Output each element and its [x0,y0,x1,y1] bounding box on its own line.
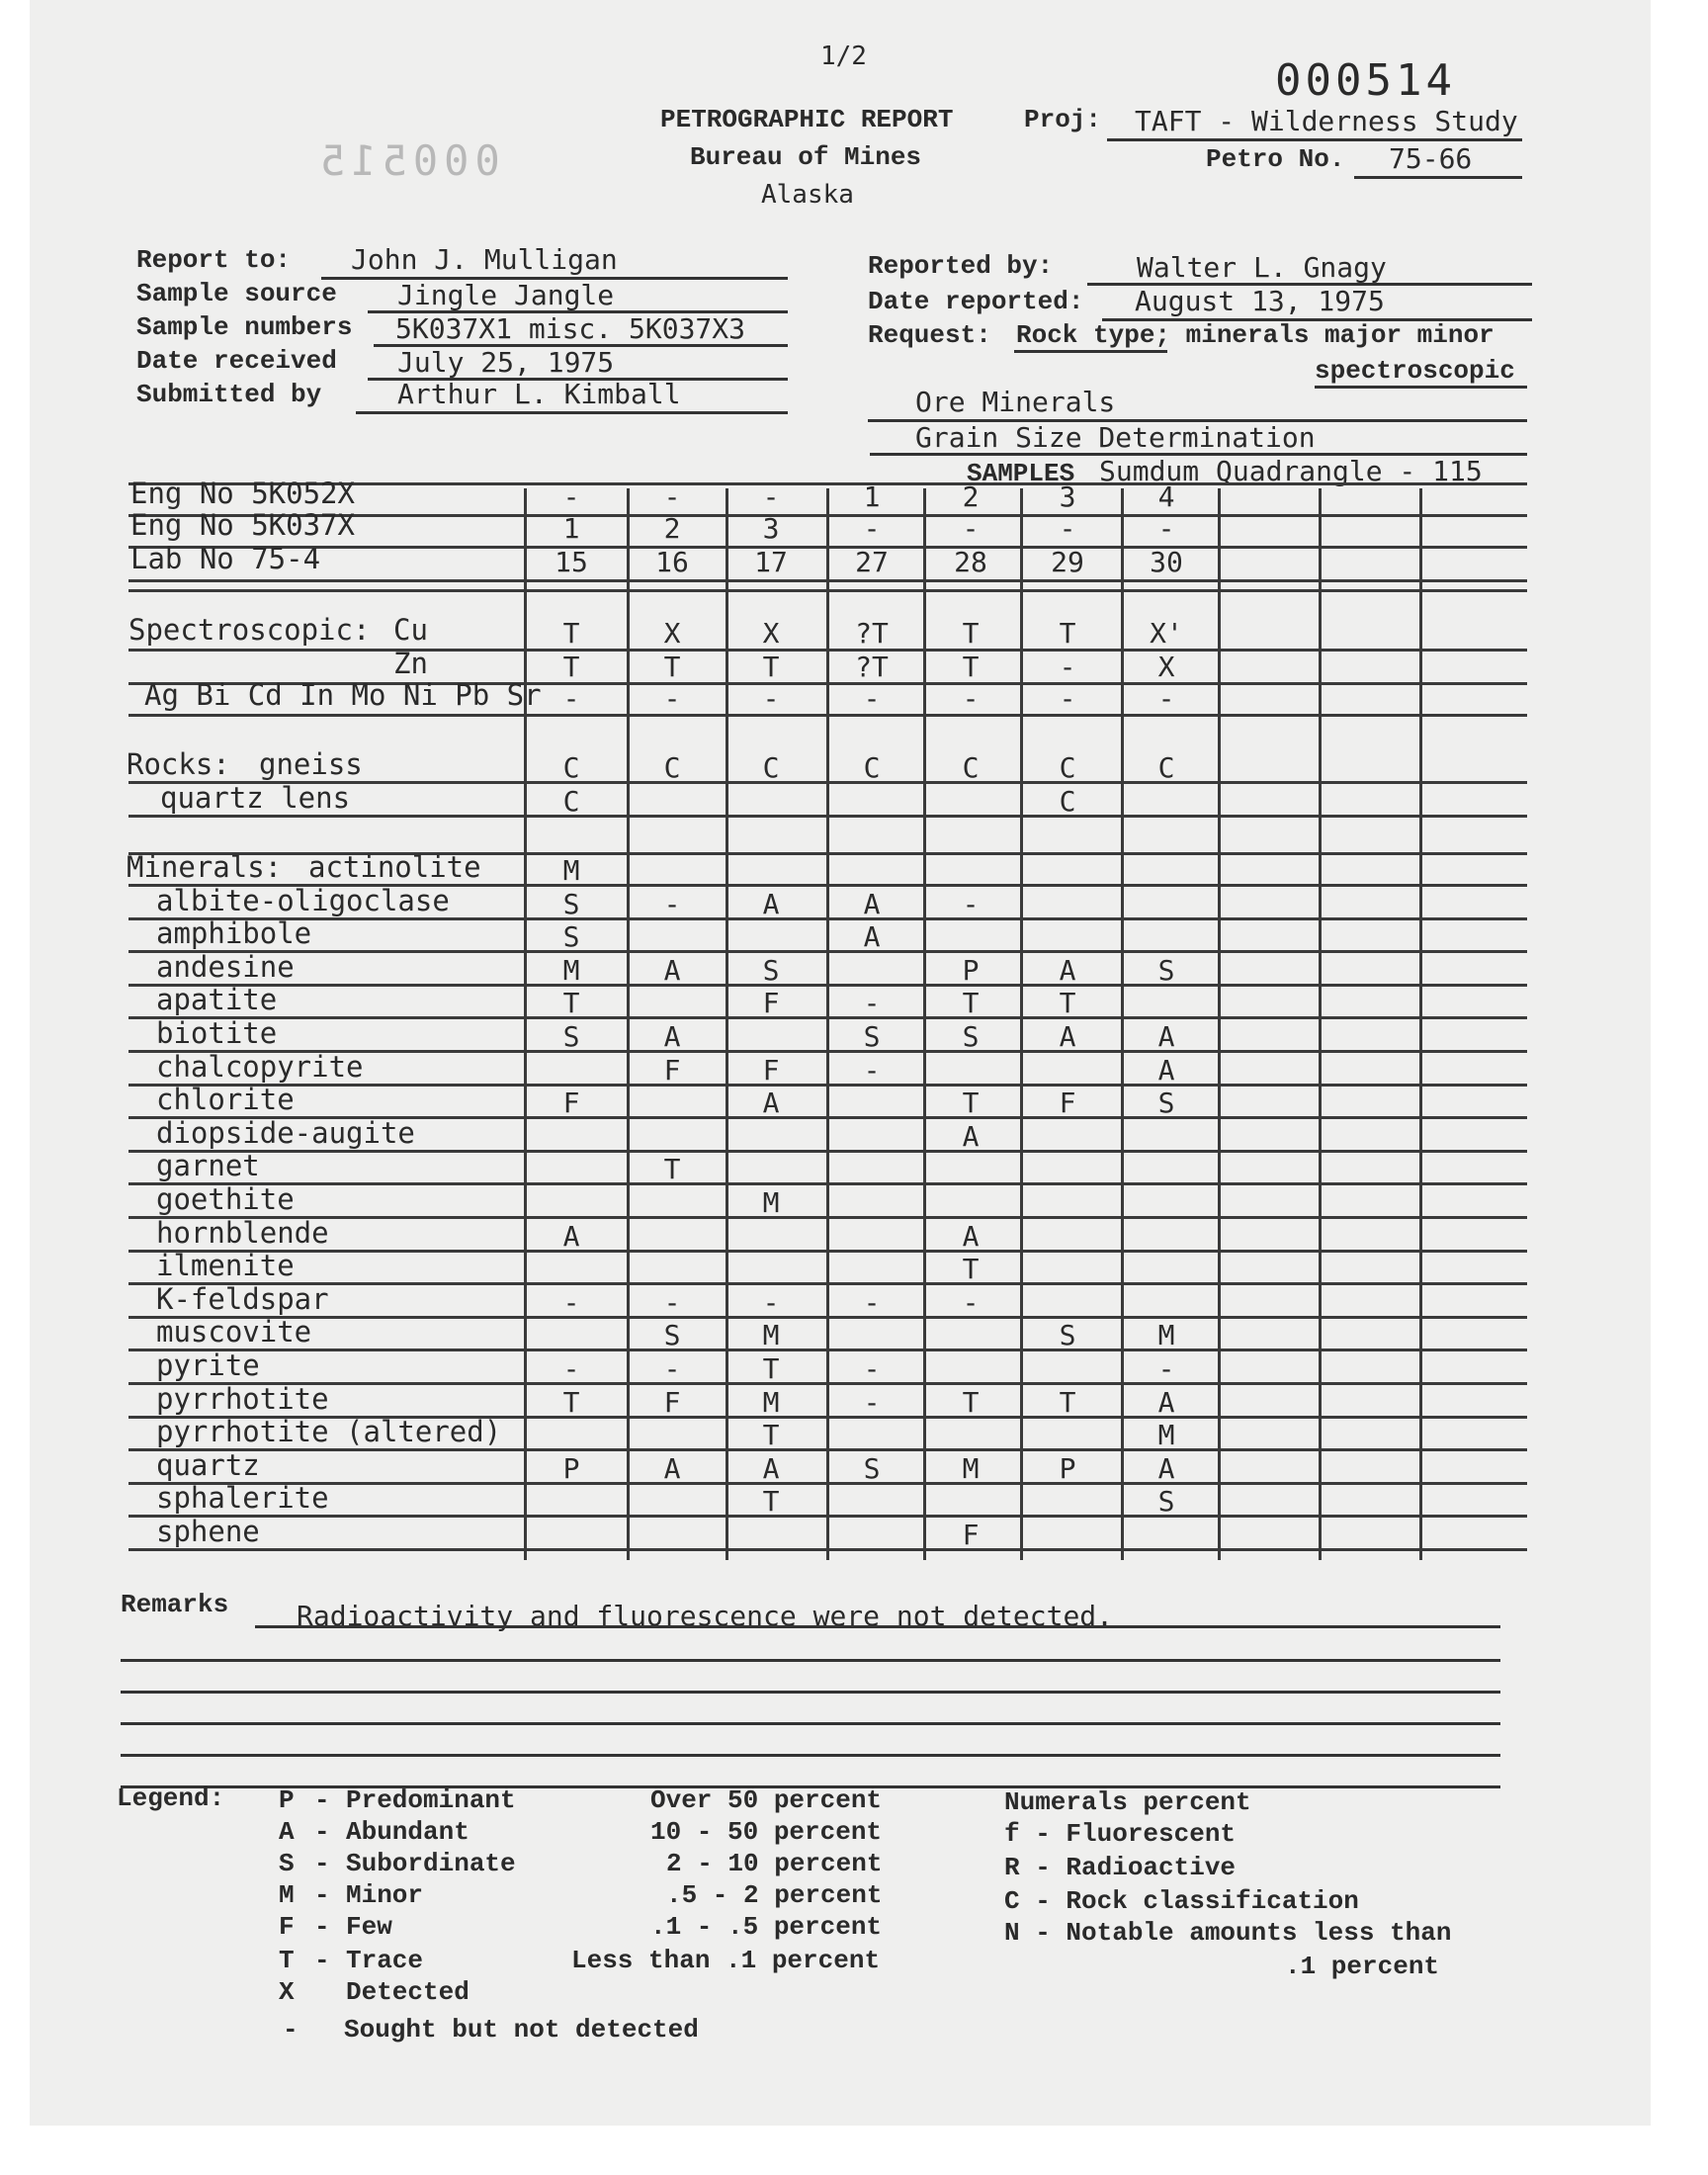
table-cell: 30 [1150,546,1183,578]
table-cell: F [762,987,780,1019]
remarks-line-3 [121,1691,1500,1694]
table-cell: A [1059,954,1076,987]
date-received-label: Date received [136,346,337,376]
table-cell: C [1059,751,1076,784]
legend-separator: - [314,1817,330,1847]
table-row-label: Zn [393,647,428,680]
table-row-label: pyrite [156,1348,260,1382]
reported-by-label: Reported by: [868,251,1054,281]
table-cell: 1 [562,512,580,545]
legend-name: Subordinate [346,1849,516,1878]
proj-value: TAFT - Wilderness Study [1135,105,1518,137]
table-cell: - [863,1386,881,1419]
table-cell: T [762,1419,780,1451]
sample-source-label: Sample source [136,279,337,308]
table-row-rule [128,984,1527,987]
report-to-value: John J. Mulligan [351,243,618,276]
legend-name: Sought but not detected [344,2015,699,2044]
table-cell: M [762,1186,780,1219]
table-cell: - [863,682,881,715]
table-cell: A [1157,1386,1175,1419]
table-cell: 28 [954,546,987,578]
legend-separator: - [314,1912,330,1942]
table-cell: - [663,1286,681,1319]
table-cell: T [962,617,980,650]
table-cell: A [1059,1020,1076,1053]
table-row-rule [128,589,1527,592]
petro-value: 75-66 [1389,142,1473,175]
table-cell: S [962,1020,980,1053]
petro-underline [1354,176,1522,179]
legend-name: Abundant [346,1817,470,1847]
request-label: Request: [868,320,991,350]
legend-range: .5 - 2 percent [666,1880,883,1910]
legend-code: A [279,1817,295,1847]
table-cell: T [562,651,580,683]
table-cell: P [962,954,980,987]
request-rock-type-underline [1014,350,1167,353]
table-cell: S [562,888,580,920]
remarks-line-4 [121,1722,1500,1725]
table-cell: S [762,954,780,987]
remarks-line-5 [121,1754,1500,1757]
table-cell: - [663,480,681,513]
table-cell: S [863,1452,881,1485]
table-cell: C [1157,751,1175,784]
table-row-label: Lab No 75-4 [130,542,321,575]
spectroscopic-section-label: Spectroscopic: [128,613,371,647]
legend-range: Over 50 percent [650,1785,883,1815]
table-cell: 2 [962,480,980,513]
table-cell: A [1157,1452,1175,1485]
table-cell: M [962,1452,980,1485]
table-cell: M [562,854,580,887]
samples-value: Sumdum Quadrangle - 115 [1099,455,1483,487]
table-cell: 27 [855,546,889,578]
table-cell: X [1157,651,1175,683]
legend-range: .1 - .5 percent [650,1912,883,1942]
table-cell: - [962,512,980,545]
table-cell: T [762,1352,780,1385]
table-cell: - [562,1286,580,1319]
table-row-label: actinolite [308,850,481,884]
bleed-through-number: 000515 [314,136,500,185]
table-cell: T [1059,617,1076,650]
legend-range: 2 - 10 percent [666,1849,883,1878]
legend-code: S [279,1849,295,1878]
table-cell: A [762,1087,780,1119]
request-line-4: Grain Size Determination [915,421,1316,454]
legend-code: T [279,1946,295,1975]
table-cell: - [863,1352,881,1385]
sample-source-value: Jingle Jangle [397,279,615,311]
table-cell: A [863,920,881,953]
document-number: 000514 [1275,55,1456,106]
report-title: PETROGRAPHIC REPORT [660,105,954,134]
table-cell: T [962,1087,980,1119]
table-cell: 3 [1059,480,1076,513]
table-row-label: Eng No 5K052X [130,477,355,510]
table-row-rule [128,1316,1527,1319]
date-received-value: July 25, 1975 [397,346,615,379]
table-cell: - [663,682,681,715]
table-cell: S [663,1319,681,1351]
table-cell: F [962,1519,980,1551]
table-row-rule [128,1016,1527,1019]
table-row-label: Cu [393,613,428,647]
table-cell: T [962,1386,980,1419]
table-cell: A [762,888,780,920]
legend-note: N - Notable amounts less than [1004,1918,1452,1948]
table-row-label: garnet [156,1149,260,1182]
table-cell: A [562,1220,580,1253]
table-cell: T [1059,987,1076,1019]
table-cell: ?T [855,651,889,683]
remarks-line-2 [121,1659,1500,1662]
table-row-label: gneiss [259,747,363,781]
table-cell: M [762,1319,780,1351]
legend-code: M [279,1880,295,1910]
table-cell: - [663,1352,681,1385]
table-cell: - [1157,682,1175,715]
table-row-label: albite-oligoclase [156,884,450,917]
table-row-rule [128,1548,1527,1551]
table-cell: F [562,1087,580,1119]
reported-by-value: Walter L. Gnagy [1137,251,1387,284]
report-to-label: Report to: [136,245,292,275]
legend-separator: - [314,1849,330,1878]
table-cell: - [1059,512,1076,545]
legend-code: P [279,1785,295,1815]
table-row-rule [128,1150,1527,1153]
table-cell: - [562,682,580,715]
table-row-rule [128,1084,1527,1087]
table-cell: X [663,617,681,650]
table-cell: S [1059,1319,1076,1351]
table-row-label: muscovite [156,1315,312,1348]
table-cell: M [1157,1419,1175,1451]
table-cell: M [762,1386,780,1419]
table-cell: 16 [655,546,689,578]
table-cell: T [762,651,780,683]
table-cell: 4 [1157,480,1175,513]
request-line-2: spectroscopic [1315,356,1515,386]
table-cell: A [863,888,881,920]
table-cell: F [663,1054,681,1087]
table-row-label: apatite [156,983,278,1016]
date-reported-label: Date reported: [868,287,1084,316]
legend-note: f - Fluorescent [1004,1819,1237,1849]
table-row-label: amphibole [156,916,312,950]
table-row-label: pyrrhotite (altered) [156,1415,502,1448]
request-line-1: Rock type; minerals major minor [1016,320,1494,350]
legend-code: - [283,2015,299,2044]
table-cell: - [1059,651,1076,683]
legend-note: Numerals percent [1004,1787,1251,1817]
table-cell: T [663,1153,681,1185]
table-row-rule [128,579,1527,582]
table-cell: M [562,954,580,987]
table-row-label: ilmenite [156,1249,295,1282]
legend-range: 10 - 50 percent [650,1817,883,1847]
table-cell: T [562,987,580,1019]
table-cell: - [962,888,980,920]
table-cell: C [863,751,881,784]
legend-note: .1 percent [1285,1952,1440,1981]
remarks-label: Remarks [121,1590,229,1619]
table-cell: T [1059,1386,1076,1419]
table-cell: - [1157,512,1175,545]
table-cell: S [1157,1087,1175,1119]
table-row-label: pyrrhotite [156,1382,329,1416]
table-cell: T [663,651,681,683]
table-cell: A [962,1220,980,1253]
table-cell: - [863,512,881,545]
legend-code: F [279,1912,295,1942]
table-cell: X' [1150,617,1183,650]
table-cell: - [762,480,780,513]
table-cell: 3 [762,512,780,545]
page-number: 1/2 [820,42,867,71]
table-cell: - [863,987,881,1019]
agency-name: Bureau of Mines [690,142,922,172]
table-cell: P [562,1452,580,1485]
table-cell: T [962,1253,980,1285]
table-cell: - [962,1286,980,1319]
table-cell: - [863,1286,881,1319]
submitted-by-underline [356,411,788,414]
table-cell: F [663,1386,681,1419]
table-cell: - [762,1286,780,1319]
table-cell: A [762,1452,780,1485]
table-cell: S [1157,954,1175,987]
table-cell: M [1157,1319,1175,1351]
table-cell: 17 [754,546,788,578]
legend-name: Detected [346,1977,470,2007]
table-row-rule [128,950,1527,953]
request-line-2-underline [1315,386,1527,389]
table-row-rule [128,1282,1527,1285]
table-cell: F [762,1054,780,1087]
table-row-rule [128,546,1527,549]
table-row-rule [128,1182,1527,1185]
table-cell: C [1059,785,1076,818]
proj-underline [1107,138,1522,141]
legend-range: Less than .1 percent [571,1946,881,1975]
remarks-line-1 [255,1625,1500,1628]
table-cell: C [562,751,580,784]
table-row-rule [128,1482,1527,1485]
table-cell: T [562,1386,580,1419]
state-name: Alaska [761,180,854,210]
table-row-label: K-feldspar [156,1282,329,1316]
submitted-by-value: Arthur L. Kimball [397,378,681,410]
table-row-label: Ag Bi Cd In Mo Ni Pb Sr [144,678,542,712]
table-row-rule [128,917,1527,920]
proj-label: Proj: [1024,105,1102,134]
minerals-section-label: Minerals: [127,850,283,884]
legend-name: Trace [346,1946,424,1975]
table-row-label: sphene [156,1515,260,1548]
table-cell: X [762,617,780,650]
table-row-rule [128,1382,1527,1385]
request-line-3: Ore Minerals [915,386,1116,418]
table-cell: C [663,751,681,784]
legend-name: Minor [346,1880,424,1910]
table-cell: C [762,751,780,784]
table-cell: - [663,888,681,920]
submitted-by-label: Submitted by [136,380,322,409]
legend-note: R - Radioactive [1004,1853,1237,1882]
table-cell: A [663,954,681,987]
table-cell: 29 [1051,546,1084,578]
table-row-label: quartz lens [160,781,351,815]
table-cell: P [1059,1452,1076,1485]
table-cell: S [562,1020,580,1053]
table-row-rule [128,1250,1527,1253]
table-cell: T [962,987,980,1019]
table-row-rule [128,1348,1527,1351]
table-row-rule [128,1448,1527,1451]
table-cell: A [663,1020,681,1053]
table-row-label: sphalerite [156,1481,329,1515]
table-cell: 15 [555,546,588,578]
legend-code: X [279,1977,295,2007]
table-cell: - [1059,682,1076,715]
table-row-label: biotite [156,1016,278,1050]
table-cell: S [1157,1485,1175,1518]
table-row-label: hornblende [156,1216,329,1250]
table-cell: S [562,920,580,953]
table-cell: T [962,651,980,683]
table-cell: C [962,751,980,784]
table-cell: 1 [863,480,881,513]
table-cell: - [762,682,780,715]
table-cell: A [663,1452,681,1485]
table-cell: A [1157,1054,1175,1087]
table-cell: 2 [663,512,681,545]
legend-label: Legend: [117,1784,225,1813]
table-cell: T [762,1485,780,1518]
remarks-text: Radioactivity and fluorescence were not detected. [297,1600,1114,1632]
table-row-rule [128,714,1527,717]
table-cell: - [562,480,580,513]
legend-separator: - [314,1946,330,1975]
table-row-rule [128,649,1527,652]
date-reported-value: August 13, 1975 [1135,285,1385,317]
table-row-label: quartz [156,1448,260,1482]
table-row-rule [128,1216,1527,1219]
table-row-label: Eng No 5K037X [130,508,355,542]
sample-numbers-value: 5K037X1 misc. 5K037X3 [395,312,746,345]
rocks-section-label: Rocks: [127,747,230,781]
legend-name: Few [346,1912,392,1942]
table-cell: - [1157,1352,1175,1385]
table-row-label: goethite [156,1182,295,1216]
table-row-label: chalcopyrite [156,1050,364,1084]
legend-note: C - Rock classification [1004,1886,1359,1916]
petro-label: Petro No. [1206,144,1345,174]
table-cell: A [1157,1020,1175,1053]
legend-separator: - [314,1880,330,1910]
table-cell: S [863,1020,881,1053]
table-cell: - [962,682,980,715]
samples-label: SAMPLES [967,459,1075,488]
table-cell: A [962,1120,980,1153]
legend-name: Predominant [346,1785,516,1815]
table-row-rule [128,1515,1527,1518]
table-cell: - [562,1352,580,1385]
table-row-rule [128,815,1527,818]
table-cell: - [863,1054,881,1087]
table-cell: F [1059,1087,1076,1119]
legend-separator: - [314,1785,330,1815]
table-row-label: chlorite [156,1083,295,1116]
sample-numbers-label: Sample numbers [136,312,353,342]
table-row-label: andesine [156,950,295,984]
table-cell: C [562,785,580,818]
table-row-label: diopside-augite [156,1116,415,1150]
table-cell: T [562,617,580,650]
table-cell: ?T [855,617,889,650]
